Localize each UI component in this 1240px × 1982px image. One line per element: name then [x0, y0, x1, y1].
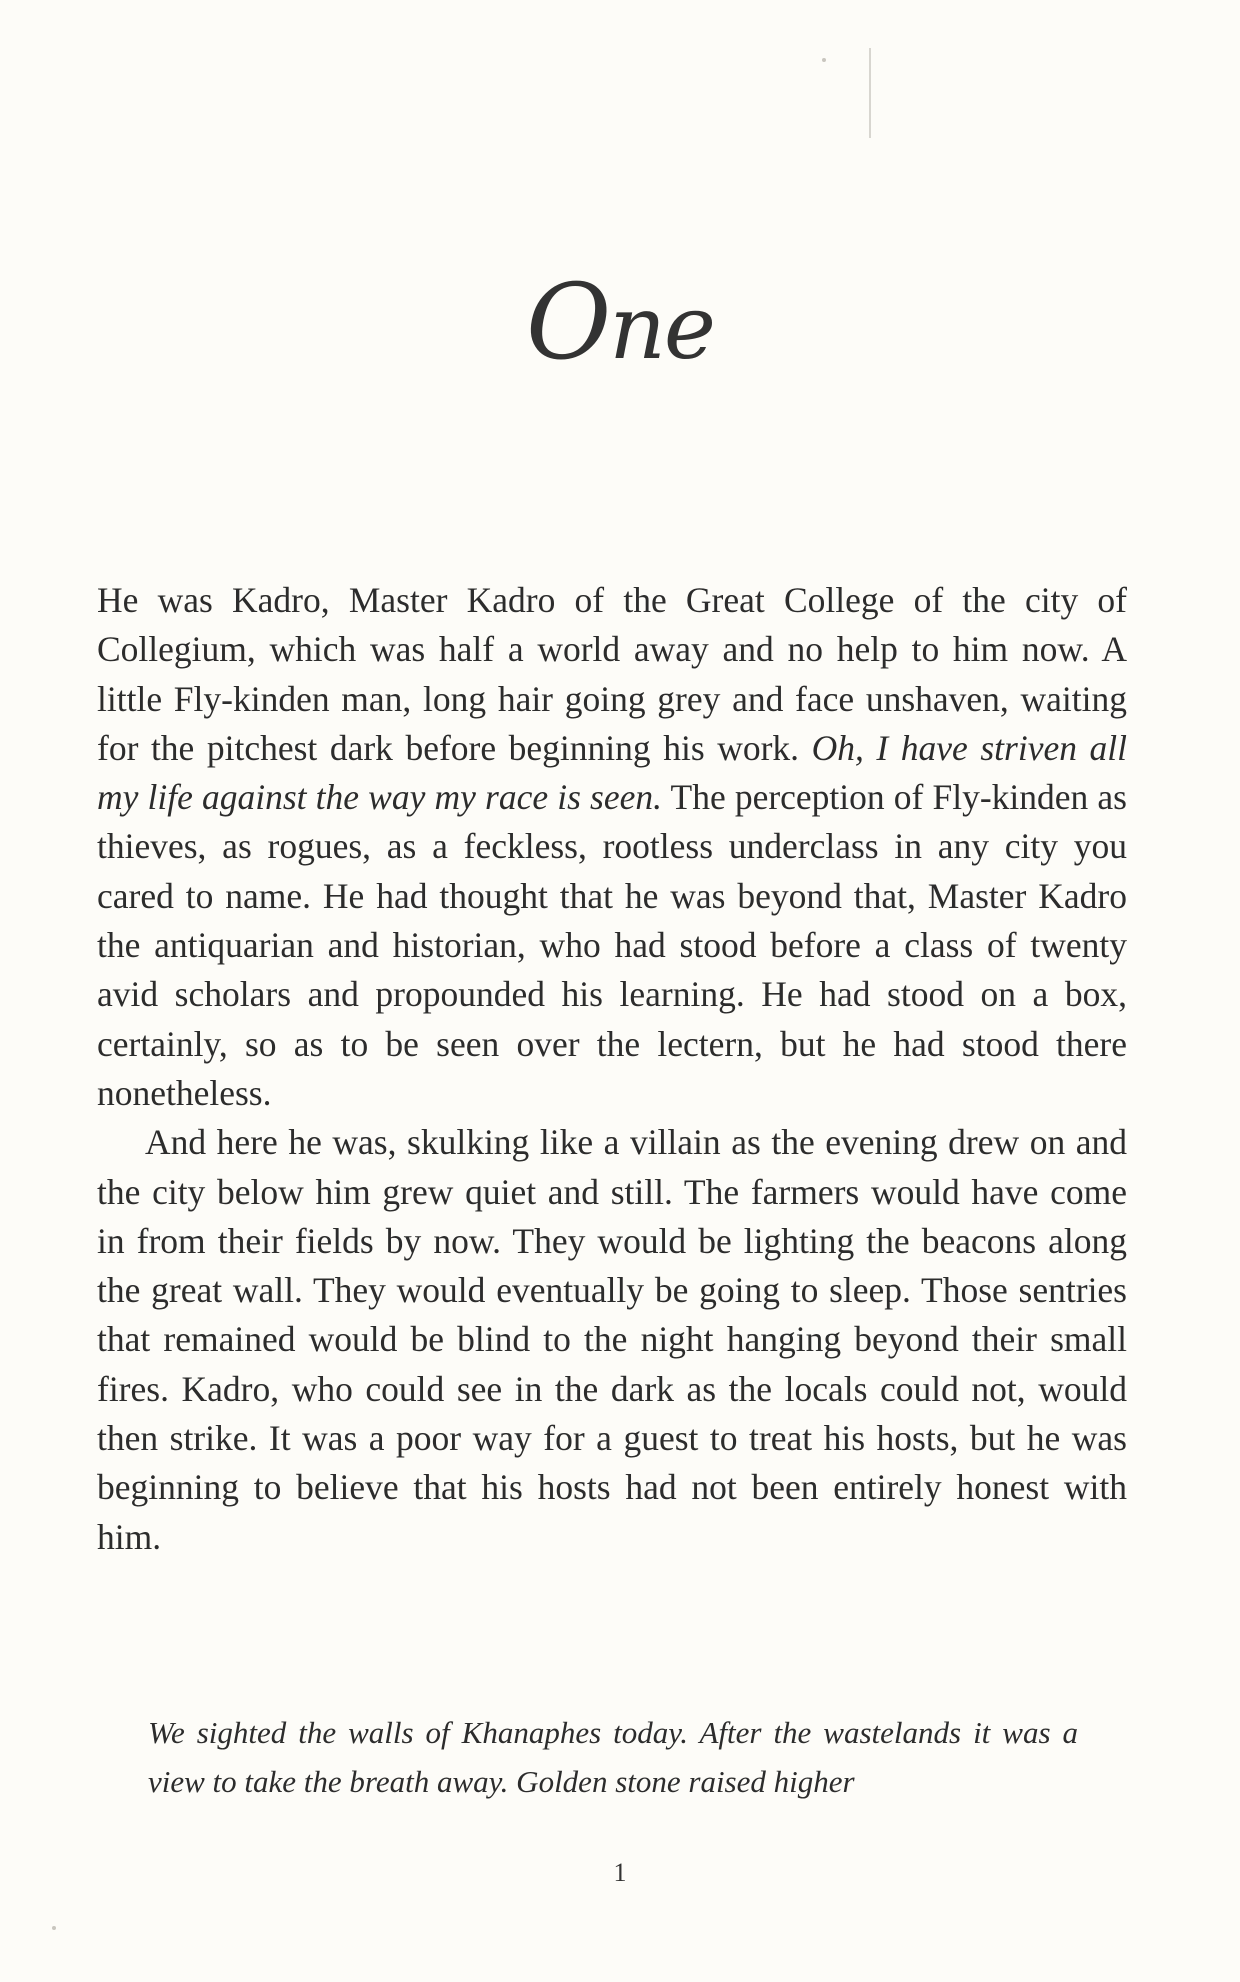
scan-artifact-dot: [822, 58, 826, 62]
journal-excerpt-text: We sighted the walls of Khanaphes today. After the wastelands it was a view to take the breath away. Golden stone raised higher: [148, 1715, 1078, 1799]
scan-artifact-line: [869, 48, 871, 138]
chapter-title-initial: O: [525, 261, 610, 383]
paragraph-text: He was Kadro, Master Kadro of the Great College of the city of Collegium, which was half a world away and no help to him now. A little Fly-kinden man, long hair going grey and face unshaven, waiting for the pitchest dark before beginning his work.: [97, 580, 1127, 768]
chapter-body: [97, 576, 1127, 1562]
page-number: 1: [613, 1858, 627, 1887]
paragraph-text: The perception of Fly-kinden as thieves, as rogues, as a feckless, rootless underclass in any city you cared to name. He had thought that he was beyond that, Master Kadro the antiquarian and historian, who had stood before a class of twenty avid scholars and propounded his learning. He had stood on a box, certainly, so as to be seen over the lectern, but he had stood there nonetheless.: [97, 777, 1127, 1113]
journal-excerpt: [148, 1708, 1078, 1806]
scan-artifact-dot: [52, 1926, 56, 1930]
paragraph: [97, 576, 1127, 1118]
chapter-title: [0, 261, 1240, 383]
chapter-title-rest: ne: [609, 276, 715, 379]
paragraph: And here he was, skulking like a villain as the evening drew on and the city below him grew quiet and still. The farmers would have come in from their fields by now. They would be lighting the beacons along the great wall. They would eventually be going to sleep. Those sentries that remained would be blind to the night hanging beyond their small fires. Kadro, who could see in the dark as the locals could not, would then strike. It was a poor way for a guest to treat his hosts, but he was beginning to believe that his hosts had not been entirely honest with him.: [97, 1122, 1127, 1557]
paragraph-italic-thought: Oh, I have striven all my life against the way my race is seen.: [97, 727, 1127, 818]
